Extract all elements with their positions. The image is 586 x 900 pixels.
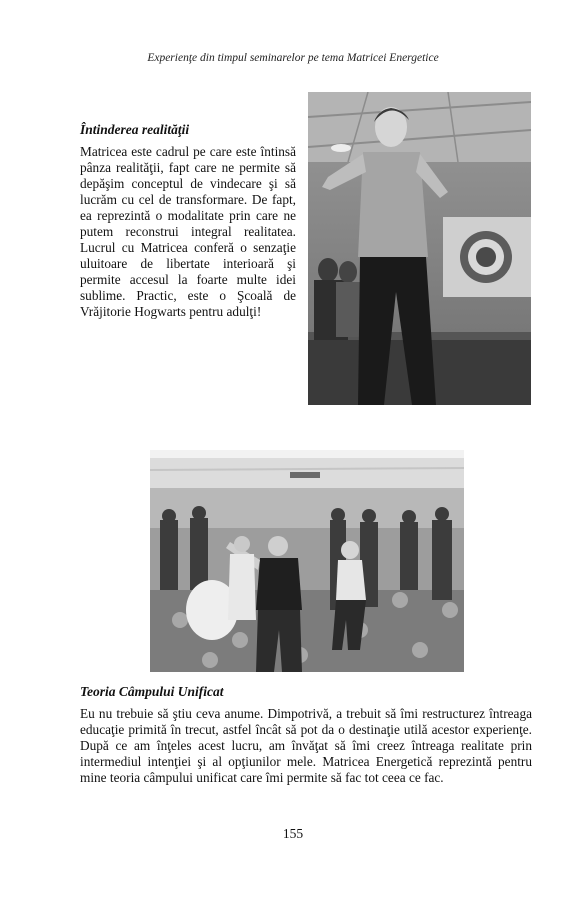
section-heading: Întinderea realităţii: [80, 122, 190, 137]
section-teoria: [80, 684, 532, 786]
section-paragraph: Eu nu trebuie să ştiu ceva anume. Dimpotrivă, a trebuit să îmi restructurez întreaga educaţie primită în trecut, astfel încât să pot da o destinaţie utilă acestor experienţe. După ce am înţeles acest lucru, am învăţat să îmi creez întreaga realitate prin intermediul intenţiei şi al opţiunilor mele. Matricea Energetică reprezintă pentru mine teoria câmpului unificat care îmi permite să fac tot ceea ce fac.: [80, 706, 532, 785]
presenter-photo: [308, 92, 531, 405]
section-heading: Teoria Câmpului Unificat: [80, 684, 224, 699]
running-header: Experienţe din timpul seminarelor pe tema Matricei Energetice: [147, 52, 439, 64]
section-paragraph: Matricea este cadrul pe care este întinsă pânza realităţii, fapt care ne permite să depăşim conceptul de vindecare şi să lucrăm cu cel de transformare. De fapt, ea reprezintă o modalitate prin care ne putem reconstrui integral realitatea. Lucrul cu Matricea conferă o senzaţie uluitoare de libertate interioară şi permite accesul la foarte multe idei sublime. Practic, este o Şcoală de Vrăjitorie Hogwarts pentru adulţi!: [80, 144, 296, 319]
group-dance-photo: [150, 450, 464, 672]
page-number: 155: [282, 826, 304, 841]
section-intinderea: [80, 122, 296, 320]
